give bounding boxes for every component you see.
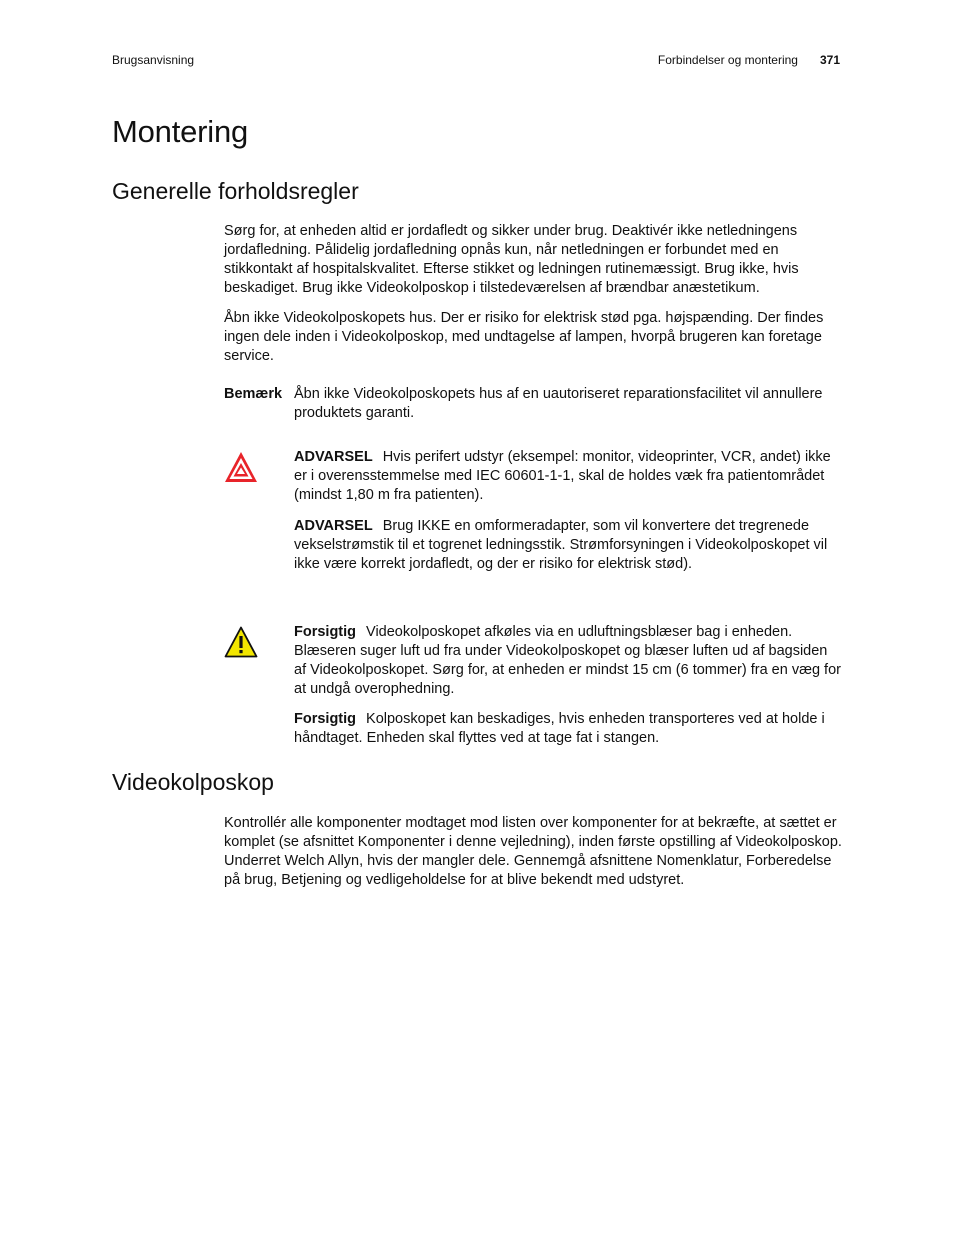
warning-text: Hvis perifert udstyr (eksempel: monitor, videoprinter, VCR, andet) ikke er i overensstemmelse med IEC 60601-1-1, skal de holdes væk fra patientområdet (mindst 1,80 m fra patienten). (294, 449, 831, 503)
warning-label: ADVARSEL (294, 449, 373, 465)
note (224, 385, 844, 423)
note-label: Bemærk (224, 386, 283, 402)
paragraph-grounding: Sørg for, at enheden altid er jordafledt og sikker under brug. Deaktivér ikke netledningens jordafledning. Pålidelig jordafledning opnås kun, når netledningen er forbundet med en stikkontakt af hospitalskvalitet. Efterse stikket og ledningen rutinemæssigt. Brug ikke, hvis beskadiget. Brug ikke Videokolposkop i tilstedeværelsen af brændbar anæstetikum. (224, 223, 799, 296)
section-heading-videokolposkop: Videokolposkop (112, 769, 274, 795)
warning-text: Brug IKKE en omformeradapter, som vil konvertere det tregrenede vekselstrømstik til et togrenet ledningsstik. Strømforsyningen i Videokolposkopet vil ikke være korrekt jordafledt, og der er risiko for elektrisk stød). (294, 518, 828, 572)
running-header-left: Brugsanvisning (112, 53, 195, 67)
caution-label: Forsigtig (294, 624, 357, 640)
warning-label: ADVARSEL (294, 518, 373, 534)
caution-triangle-icon (224, 626, 258, 658)
warning-peripheral (294, 448, 842, 505)
note-text: Åbn ikke Videokolposkopets hus af en uautoriseret reparationsfacilitet vil annullere produktets garanti. (294, 386, 823, 421)
page-number: 371 (819, 53, 840, 67)
paragraph-components: Kontrollér alle komponenter modtaget mod listen over komponenter for at bekræfte, at sættet er komplet (se afsnittet Komponenter i denne vejledning), inden første opstilling af Videokolposkop. Underret Welch Allyn, hvis der mangler dele. Gennemgå afsnittene Nomenklatur, Forberedelse på brug, Betjening og vedligeholdelse for at blive bekendt med udstyret. (224, 815, 842, 888)
caution-text: Videokolposkopet afkøles via en udluftningsblæser bag i enheden. Blæseren suger luft ud fra under Videokolposkopet og blæser luften ud af bagsiden af Videokolposkopet. Sørg for, at enheden er mindst 15 cm (6 tommer) fra en væg for at undgå overophedning. (294, 624, 841, 697)
caution-ventilation (294, 623, 842, 699)
warning-adapter (294, 517, 842, 574)
caution-text: Kolposkopet kan beskadiges, hvis enheden transporteres ved at holde i håndtaget. Enheden skal flyttes ved at tage fat i stangen. (294, 711, 825, 746)
section-heading-general-precautions: Generelle forholdsregler (112, 178, 359, 204)
warning-triangle-icon (224, 451, 258, 483)
paragraph-housing: Åbn ikke Videokolposkopets hus. Der er risiko for elektrisk stød pga. højspænding. Der findes ingen dele inden i Videokolposkop, med undtagelse af lampen, hvorpå brugeren kan foretage service. (224, 310, 824, 364)
caution-transport (294, 710, 842, 748)
page-title: Montering (112, 114, 249, 149)
caution-label: Forsigtig (294, 711, 357, 727)
running-header-right (658, 53, 840, 67)
section-name: Forbindelser og montering (657, 53, 798, 67)
